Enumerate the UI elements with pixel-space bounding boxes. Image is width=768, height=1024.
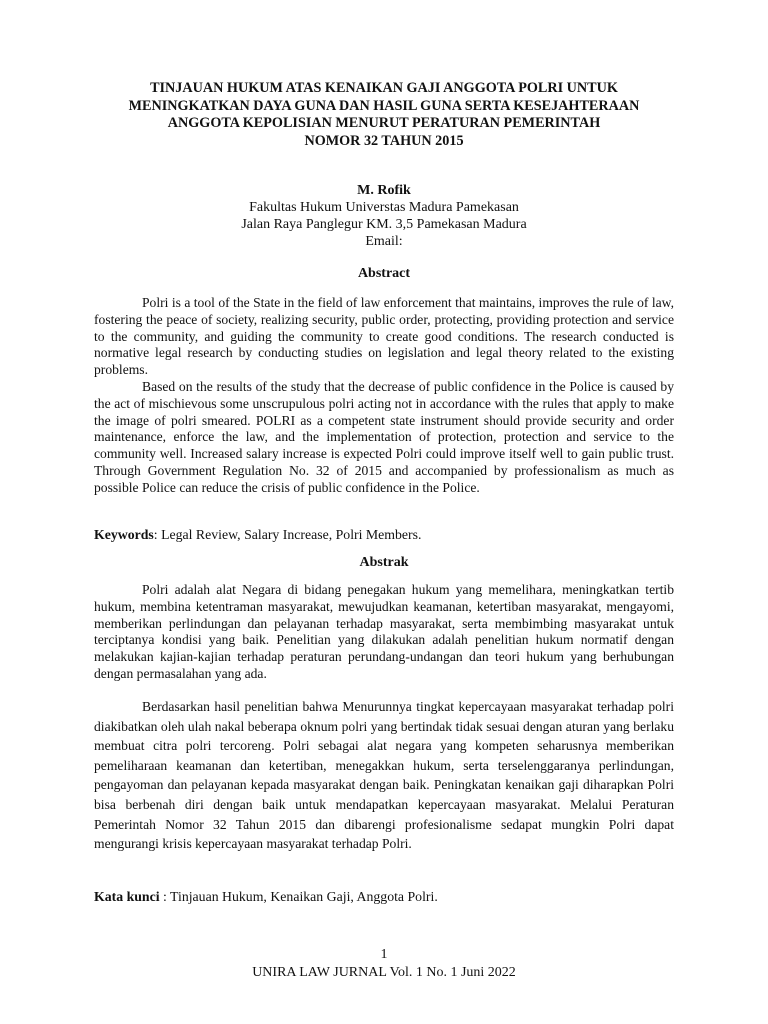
journal-footer: UNIRA LAW JURNAL Vol. 1 No. 1 Juni 2022 bbox=[252, 965, 516, 980]
paper-title bbox=[80, 80, 688, 150]
page-number: 1 bbox=[380, 947, 388, 962]
abstrak-paragraph: Polri adalah alat Negara di bidang penegakan hukum yang memelihara, meningkatkan tertib hukum, membina ketentraman masyarakat, mewujudkan keamanan, ketertiban masyarakat, mengayomi, memberikan perlindungan dan pelayanan terhadap masyarakat, serta membimbing masyarakat untuk terciptanya kondisi yang baik. Penelitian yang dilakukan adalah penelitian hukum normatif dengan melakukan kajian-kajian terhadap peraturan perundang-undangan dan teori hukum yang berhubungan dengan permasalahan yang ada. bbox=[94, 582, 674, 681]
author-affiliation: Fakultas Hukum Universtas Madura Pamekasan bbox=[249, 200, 519, 215]
title-line: NOMOR 32 TAHUN 2015 bbox=[304, 132, 464, 149]
kata-kunci-label: Kata kunci bbox=[94, 889, 160, 904]
kata-kunci-line bbox=[94, 888, 674, 905]
abstrak-heading: Abstrak bbox=[359, 555, 409, 570]
abstract-heading: Abstract bbox=[357, 266, 411, 281]
keywords-text: : Legal Review, Salary Increase, Polri Members. bbox=[153, 527, 422, 542]
keywords-label: Keywords bbox=[94, 527, 154, 542]
abstract-paragraph: Based on the results of the study that the decrease of public confidence in the Police is caused by the act of mischievous some unscrupulous polri acting not in accordance with the rules that apply to make the image of polri smeared. POLRI as a competent state instrument should provide security and order maintenance, enforce the law, and the implementation of protection, protection and service to the community well. Increased salary increase is expected Polri could improve itself well to gain public trust. Through Government Regulation No. 32 of 2015 and accompanied by professionalism as much as possible Police can reduce the crisis of public confidence in the Police. bbox=[94, 379, 674, 495]
keywords-line bbox=[94, 526, 674, 543]
title-line: MENINGKATKAN DAYA GUNA DAN HASIL GUNA SERTA KESEJAHTERAAN bbox=[128, 97, 640, 114]
kata-kunci-text: : Tinjauan Hukum, Kenaikan Gaji, Anggota Polri. bbox=[159, 889, 438, 904]
title-line: TINJAUAN HUKUM ATAS KENAIKAN GAJI ANGGOTA POLRI UNTUK bbox=[150, 80, 618, 96]
abstrak-paragraph: Berdasarkan hasil penelitian bahwa Menurunnya tingkat kepercayaan masyarakat terhadap polri diakibatkan oleh ulah nakal beberapa oknum polri yang bertindak tidak sesuai dengan aturan yang berlaku membuat citra polri tercoreng. Polri sebagai alat negara yang kompeten seharusnya memberikan pemeliharaan keamanan dan ketertiban, menegakkan hukum, serta terselenggaranya perlindungan, pengayoman dan pelayanan kepada masyarakat dengan baik. Peningkatan kenaikan gaji diharapkan Polri bisa berbenah diri dengan baik untuk mendapatkan kepercayaan masyarakat. Melalui Peraturan Pemerintah Nomor 32 Tahun 2015 dan dibarengi profesionalisme sedapat mungkin Polri dapat mengurangi krisis kepercayaan masyarakat terhadap Polri. bbox=[94, 699, 674, 852]
abstract-paragraph: Polri is a tool of the State in the field of law enforcement that maintains, improves the rule of law, fostering the peace of society, realizing security, public order, protecting, providing protection and service to the community, and guiding the community to create good conditions. The research conducted is normative legal research by conducting studies on legislation and legal theory related to the existing problems. bbox=[94, 295, 674, 378]
author-block bbox=[80, 182, 688, 250]
author-email: Email: bbox=[365, 234, 403, 249]
title-line: ANGGOTA KEPOLISIAN MENURUT PERATURAN PEMERINTAH bbox=[167, 115, 601, 131]
author-name: M. Rofik bbox=[357, 183, 411, 198]
author-address: Jalan Raya Panglegur KM. 3,5 Pamekasan Madura bbox=[241, 217, 527, 232]
